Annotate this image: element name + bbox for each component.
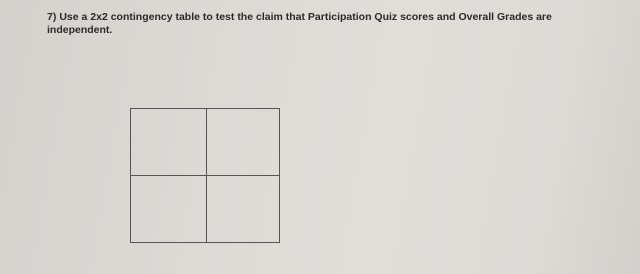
- table-cell-r1-c1[interactable]: [131, 109, 207, 176]
- table-cell-r1-c2[interactable]: [207, 109, 280, 176]
- table-row: [131, 109, 280, 176]
- contingency-table: [130, 108, 280, 243]
- question-text: Use a 2x2 contingency table to test the claim that Participation Quiz scores and Overall Grades are independent.: [47, 11, 552, 36]
- table-row: [131, 176, 280, 243]
- question-number: 7): [47, 11, 57, 23]
- table-cell-r2-c2[interactable]: [207, 176, 280, 243]
- question-7: [47, 11, 607, 37]
- table-cell-r2-c1[interactable]: [131, 176, 207, 243]
